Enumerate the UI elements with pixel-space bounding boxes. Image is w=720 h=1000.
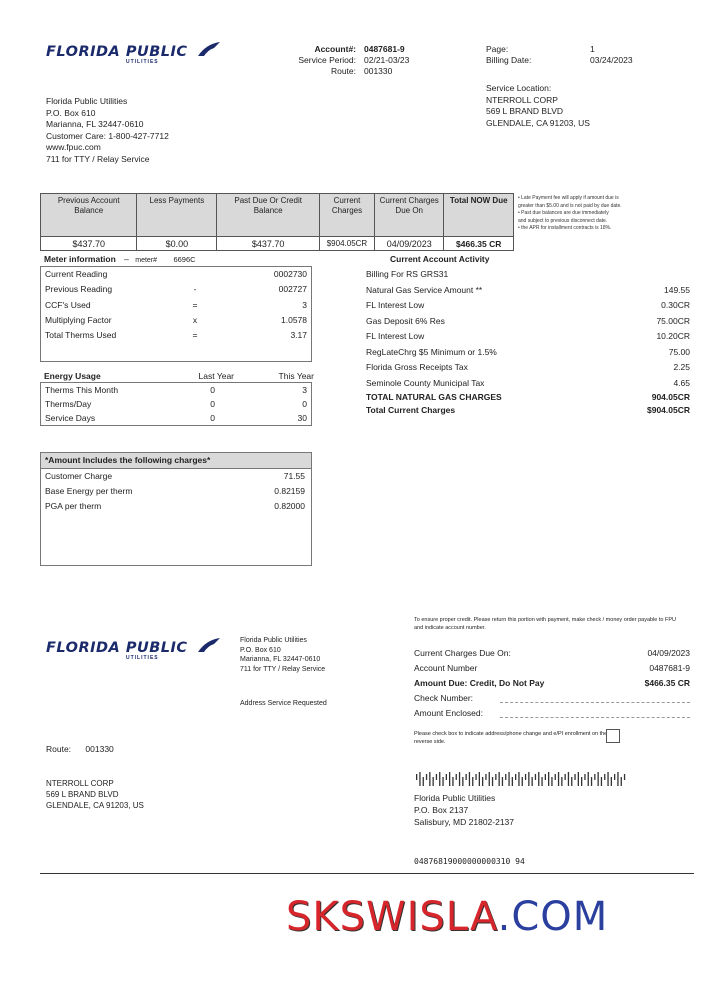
- summary-notes: [518, 195, 698, 233]
- activity-value: 75.00: [668, 346, 690, 357]
- meter-row-label: Total Therms Used: [45, 330, 117, 341]
- meter-row-label: Multiplying Factor: [45, 314, 112, 325]
- check-number-field[interactable]: [500, 693, 690, 703]
- stub-company-logo: [46, 640, 226, 676]
- barcode-bar: [545, 774, 546, 780]
- barcode-bar: [528, 772, 529, 786]
- usage-row-last-year: 0: [210, 413, 215, 423]
- bottom-divider: [40, 873, 694, 874]
- barcode-bar: [555, 774, 556, 780]
- meter-row: [45, 313, 305, 328]
- company-website[interactable]: www.fpuc.com: [46, 142, 101, 152]
- activity-label: Total Current Charges: [366, 405, 456, 415]
- barcode-bar: [568, 772, 569, 786]
- barcode-bar: [594, 774, 595, 780]
- barcode-bar: [617, 772, 618, 786]
- meter-row-value: 1.0578: [281, 314, 307, 325]
- stub-instructions: To ensure proper credit. Please return this portion with payment, make check / money order payable to FPU and indicate account number.: [414, 617, 676, 631]
- barcode-bar: [436, 774, 437, 780]
- barcode-bar: [429, 772, 430, 786]
- barcode-bar: [508, 772, 509, 786]
- postal-barcode-icon: [416, 770, 636, 786]
- logo-subtitle: UTILITIES: [126, 59, 159, 65]
- activity-value: 4.65: [673, 377, 690, 388]
- included-charge-label: PGA per therm: [45, 501, 102, 511]
- barcode-bar: [505, 774, 506, 780]
- meter-row: [45, 328, 305, 343]
- activity-row: [366, 314, 690, 330]
- account-value: 0487681-9: [364, 44, 405, 54]
- barcode-bar: [558, 772, 559, 786]
- included-charge-row: [45, 484, 305, 499]
- barcode-bar: [571, 777, 572, 786]
- stub-account-label: Account Number: [414, 663, 478, 673]
- barcode-bar: [439, 772, 440, 786]
- usage-row-this-year: 3: [302, 385, 307, 395]
- included-charge-label: Base Energy per therm: [45, 486, 133, 496]
- barcode-bar: [449, 772, 450, 786]
- barcode-bar: [452, 777, 453, 786]
- barcode-bar: [624, 774, 625, 780]
- barcode-bar: [598, 772, 599, 786]
- usage-row-label: Service Days: [45, 413, 96, 423]
- activity-value: 0.30CR: [661, 300, 690, 310]
- summary-header-row: [41, 194, 514, 237]
- service-location-line1: NTERROLL CORP: [486, 94, 558, 105]
- watermark-text: [286, 894, 608, 940]
- barcode-bar: [525, 774, 526, 780]
- summary-value-cell: 04/09/2023: [374, 237, 443, 251]
- activity-label: Natural Gas Service Amount **: [366, 284, 483, 295]
- address-change-note: Please check box to indicate address/phone change and e/PI enrollment on the reverse side.: [414, 731, 608, 745]
- summary-value-cell: $904.05CR: [320, 237, 375, 251]
- barcode-bar: [499, 772, 500, 786]
- barcode-bar: [604, 774, 605, 780]
- included-charge-label: Customer Charge: [45, 471, 113, 481]
- summary-header-cell: Past Due Or Credit Balance: [217, 194, 320, 237]
- usage-row-this-year: 0: [302, 399, 307, 409]
- barcode-bar: [469, 772, 470, 786]
- barcode-bar: [423, 777, 424, 786]
- barcode-bar: [532, 777, 533, 786]
- barcode-bar: [551, 777, 552, 786]
- route-label: Route:: [330, 66, 356, 76]
- usage-row-this-year: 30: [297, 413, 307, 423]
- meter-row-label: Current Reading: [45, 269, 108, 279]
- stub-addr-line1: NTERROLL CORP: [46, 779, 114, 788]
- note-line: greater than $5.00 and is not paid by due date.: [518, 202, 622, 209]
- customer-care: Customer Care: 1-800-427-7712: [46, 130, 169, 141]
- barcode-bar: [482, 777, 483, 786]
- stub-route: [46, 744, 114, 754]
- meter-row-label: CCF's Used: [45, 299, 91, 310]
- barcode-bar: [611, 777, 612, 786]
- activity-row: [366, 376, 690, 392]
- stub-amount-label: Amount Due: Credit, Do Not Pay: [414, 678, 545, 688]
- meter-row: [45, 282, 305, 297]
- stub-company-box: P.O. Box 610: [240, 646, 281, 654]
- activity-value: 904.05CR: [651, 392, 690, 402]
- meter-row-operator: [175, 267, 215, 282]
- activity-row: [366, 283, 690, 299]
- meter-row-value: 3.17: [290, 330, 307, 341]
- stub-due-label: Current Charges Due On:: [414, 648, 511, 658]
- note-line: • the APR for installment contracts is 18%.: [518, 225, 612, 231]
- barcode-bar: [548, 772, 549, 786]
- included-charge-value: 0.82159: [274, 486, 305, 496]
- stub-amount-value: $466.35 CR: [644, 678, 690, 688]
- company-logo: [46, 44, 226, 80]
- activity-row: [366, 298, 690, 314]
- stub-mailing-address: [46, 778, 144, 811]
- watermark-red: SKSWISLA: [286, 894, 498, 940]
- stub-company-address: [240, 636, 325, 674]
- activity-row: [366, 404, 690, 417]
- barcode-bar: [574, 774, 575, 780]
- scanline: 04876819000000000310 94: [414, 857, 525, 866]
- barcode-bar: [621, 777, 622, 786]
- barcode-bar: [535, 774, 536, 780]
- meter-row-operator: =: [192, 299, 198, 310]
- meter-row-value: 002727: [278, 284, 307, 295]
- billing-date-value: 03/24/2023: [590, 55, 633, 65]
- meter-row-operator: x: [192, 314, 198, 325]
- barcode-bar: [538, 772, 539, 786]
- stub-payment-box: [414, 646, 690, 721]
- note-line: • Past due balances are due immediately: [518, 210, 609, 216]
- check-number-label: Check Number:: [414, 693, 474, 703]
- activity-label: TOTAL NATURAL GAS CHARGES: [366, 392, 502, 402]
- activity-list: [366, 267, 690, 417]
- activity-value: 10.20CR: [656, 331, 690, 341]
- stub-company-name: Florida Public Utilities: [240, 637, 307, 644]
- company-tty: 711 for TTY / Relay Service: [46, 153, 150, 164]
- stub-company-city: Marianna, FL 32447-0610: [240, 656, 321, 663]
- balance-summary-table: [40, 193, 514, 251]
- meter-number: 6696C: [173, 255, 196, 264]
- logo-swoosh-icon: [196, 38, 222, 60]
- barcode-bar: [591, 777, 592, 786]
- barcode-bar: [565, 774, 566, 780]
- route-value: 001330: [364, 66, 393, 76]
- activity-value: 2.25: [673, 362, 690, 372]
- stub-company-tty: 711 for TTY / Relay Service: [240, 665, 326, 673]
- remit-city: Salisbury, MD 21802-2137: [414, 817, 515, 827]
- meter-title: Meter information: [44, 254, 116, 264]
- usage-header-this-year: This Year: [278, 371, 314, 381]
- meter-dash: –: [124, 254, 129, 264]
- usage-header-last-year: Last Year: [198, 371, 234, 381]
- barcode-bar: [485, 774, 486, 780]
- logo-subtitle: UTILITIES: [126, 655, 159, 661]
- activity-label: FL Interest Low: [366, 331, 425, 341]
- included-charge-value: 0.82000: [274, 501, 305, 511]
- address-service-requested: Address Service Requested: [240, 700, 327, 707]
- energy-usage-section: [40, 370, 312, 426]
- barcode-bar: [502, 777, 503, 786]
- stub-route-value: 001330: [85, 744, 114, 754]
- summary-value-cell: $437.70: [41, 237, 137, 251]
- barcode-bar: [495, 774, 496, 780]
- account-info: [250, 44, 480, 77]
- barcode-bar: [416, 774, 417, 780]
- barcode-bar: [518, 772, 519, 786]
- barcode-bar: [541, 777, 542, 786]
- barcode-bar: [601, 777, 602, 786]
- activity-label: Billing For RS GRS31: [366, 269, 449, 279]
- barcode-bar: [446, 774, 447, 780]
- barcode-bar: [522, 777, 523, 786]
- stub-due-value: 04/09/2023: [647, 648, 690, 658]
- meter-row: [45, 298, 305, 313]
- activity-label: FL Interest Low: [366, 300, 425, 310]
- included-charges-title: *Amount Includes the following charges*: [41, 453, 311, 469]
- service-location-label: Service Location:: [486, 83, 552, 93]
- page-label: Page:: [486, 44, 509, 54]
- logo-word-public: PUBLIC: [125, 640, 188, 656]
- summary-header-cell: Previous Account Balance: [41, 194, 137, 237]
- summary-header-cell: Less Payments: [137, 194, 217, 237]
- barcode-bar: [475, 774, 476, 780]
- included-charge-value: 71.55: [283, 471, 305, 481]
- activity-label: Florida Gross Receipts Tax: [366, 362, 468, 372]
- account-label: Account#:: [314, 44, 356, 54]
- included-charge-row: [45, 499, 305, 514]
- service-period-value: 02/21-03/23: [364, 55, 410, 65]
- barcode-bar: [466, 774, 467, 780]
- meter-row-value: 0002730: [273, 269, 307, 279]
- usage-row-label: Therms This Month: [45, 385, 119, 395]
- usage-row: [45, 397, 305, 411]
- usage-row-last-year: 0: [210, 385, 215, 395]
- page-info: [486, 44, 686, 66]
- usage-row-label: Therms/Day: [45, 399, 92, 409]
- service-period-label: Service Period:: [298, 55, 356, 65]
- company-name: Florida Public Utilities: [46, 96, 128, 106]
- usage-header-row: [40, 370, 312, 383]
- activity-row: [366, 391, 690, 404]
- company-po-box: P.O. Box 610: [46, 107, 96, 118]
- meter-header: [44, 254, 196, 264]
- summary-value-cell: $437.70: [217, 237, 320, 251]
- barcode-bar: [433, 777, 434, 786]
- stub-addr-line2: 569 L BRAND BLVD: [46, 790, 119, 799]
- remit-box: P.O. Box 2137: [414, 805, 469, 815]
- company-city: Marianna, FL 32447-0610: [46, 119, 144, 129]
- service-location-line2: 569 L BRAND BLVD: [486, 106, 564, 116]
- barcode-bar: [462, 777, 463, 786]
- company-address: [46, 96, 169, 165]
- barcode-bar: [492, 777, 493, 786]
- summary-header-cell: Current Charges: [320, 194, 375, 237]
- stub-addr-line3: GLENDALE, CA 91203, US: [46, 801, 144, 810]
- address-change-checkbox[interactable]: [606, 729, 620, 743]
- meter-row-label: Previous Reading: [45, 284, 113, 295]
- billing-date-label: Billing Date:: [486, 55, 532, 65]
- meter-row-value: 3: [302, 299, 307, 310]
- remit-name: Florida Public Utilities: [414, 793, 496, 803]
- logo-swoosh-icon: [196, 634, 222, 656]
- remit-address: [414, 792, 514, 828]
- note-line: and subject to previous disconnect date.: [518, 217, 608, 224]
- barcode-bar: [459, 772, 460, 786]
- service-location-line3: GLENDALE, CA 91203, US: [486, 117, 590, 128]
- activity-title: Current Account Activity: [390, 254, 490, 264]
- activity-label: Seminole County Municipal Tax: [366, 377, 485, 388]
- summary-total-due: $466.35 CR: [444, 237, 514, 251]
- barcode-bar: [419, 772, 420, 786]
- barcode-bar: [578, 772, 579, 786]
- activity-row: [366, 329, 690, 345]
- amount-enclosed-field[interactable]: [500, 708, 690, 718]
- summary-value-cell: $0.00: [137, 237, 217, 251]
- activity-label: Gas Deposit 6% Res: [366, 315, 445, 326]
- barcode-bar: [588, 772, 589, 786]
- page-value: 1: [590, 44, 595, 54]
- stub-account-value: 0487681-9: [649, 663, 690, 673]
- activity-row: [366, 360, 690, 376]
- included-charges-box: [40, 452, 312, 566]
- meter-row-operator: =: [192, 330, 198, 341]
- barcode-bar: [614, 774, 615, 780]
- barcode-bar: [489, 772, 490, 786]
- amount-enclosed-label: Amount Enclosed:: [414, 708, 483, 718]
- usage-row: [45, 383, 305, 397]
- logo-word-florida: FLORIDA: [46, 640, 121, 656]
- barcode-bar: [515, 774, 516, 780]
- barcode-bar: [584, 774, 585, 780]
- barcode-bar: [456, 774, 457, 780]
- activity-row: [366, 345, 690, 361]
- meter-number-label: meter#: [135, 257, 158, 264]
- watermark-blue: .COM: [497, 894, 609, 940]
- barcode-bar: [581, 777, 582, 786]
- summary-header-cell: Total NOW Due: [444, 194, 514, 237]
- summary-value-row: [41, 237, 514, 251]
- meter-row: [45, 267, 305, 282]
- barcode-bar: [442, 777, 443, 786]
- barcode-bar: [472, 777, 473, 786]
- barcode-bar: [426, 774, 427, 780]
- logo-word-florida: FLORIDA: [46, 44, 121, 60]
- meter-box: [40, 266, 312, 362]
- logo-word-public: PUBLIC: [125, 44, 188, 60]
- barcode-bar: [479, 772, 480, 786]
- activity-value: 149.55: [664, 284, 690, 295]
- activity-label: RegLateChrg $5 Minimum or 1.5%: [366, 346, 497, 357]
- activity-value: 75.00CR: [656, 315, 690, 326]
- activity-row: [366, 267, 690, 283]
- included-charge-row: [45, 469, 305, 484]
- stub-route-label: Route:: [46, 744, 72, 754]
- barcode-bar: [561, 777, 562, 786]
- note-line: • Late Payment fee will apply if amount due is: [518, 195, 619, 201]
- usage-header-label: Energy Usage: [44, 371, 101, 381]
- meter-row-operator: -: [193, 284, 197, 295]
- usage-row-last-year: 0: [210, 399, 215, 409]
- service-location: [486, 83, 590, 129]
- barcode-bar: [607, 772, 608, 786]
- activity-value: $904.05CR: [646, 405, 690, 415]
- barcode-bar: [512, 777, 513, 786]
- usage-row: [45, 411, 305, 425]
- summary-header-cell: Current Charges Due On: [374, 194, 443, 237]
